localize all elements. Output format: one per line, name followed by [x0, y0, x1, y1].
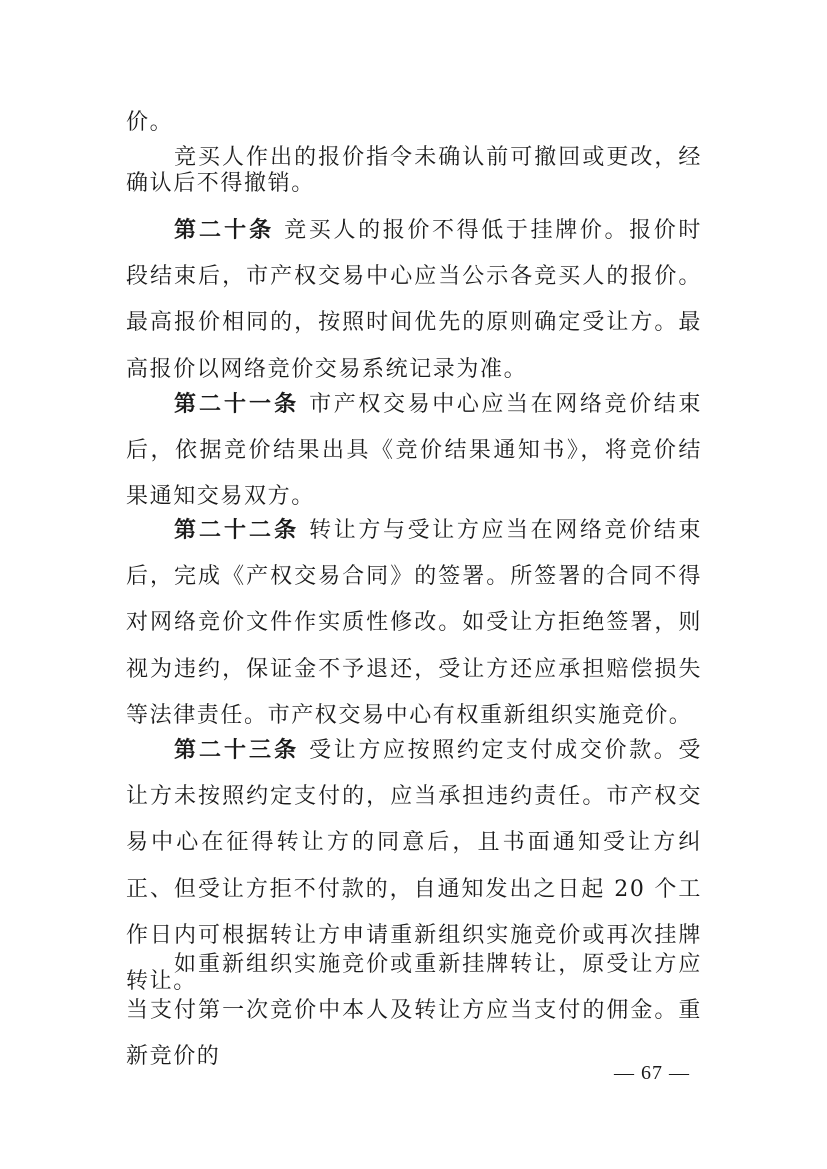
article-text: 竞买人的报价不得低于挂牌价。报价时段结束后，市产权交易中心应当公示各竞买人的报价。最高报价相同的，按照时间优先的原则确定受让方。最高报价以网络竞价交易系统记录为准。	[126, 218, 702, 382]
article-number: 第二十三条	[174, 738, 300, 763]
article-number: 第二十一条	[174, 392, 300, 417]
article-text: 转让方与受让方应当在网络竞价结束后，完成《产权交易合同》的签署。所签署的合同不得对网络竞价文件作实质性修改。如受让方拒绝签署，则视为违约，保证金不予退还，受让方还应承担赔偿损失等法律责任。市产权交易中心有权重新组织实施竞价。	[126, 518, 702, 728]
paragraph-continuation	[126, 106, 702, 139]
paragraph-bid-withdrawal	[126, 145, 702, 198]
paragraph-text: 如重新组织实施竞价或重新挂牌转让，原受让方应当支付第一次竞价中本人及转让方应当支付的佣金。重新竞价的	[126, 952, 702, 1070]
article-number: 第二十条	[174, 218, 275, 243]
article-22	[126, 508, 702, 739]
article-text: 市产权交易中心应当在网络竞价结束后，依据竞价结果出具《竞价结果通知书》，将竞价结果通知交易双方。	[126, 392, 702, 510]
paragraph-text: 价。	[126, 110, 174, 135]
article-number: 第二十二条	[174, 518, 300, 543]
paragraph-text: 竞买人作出的报价指令未确认前可撤回或更改，经确认后不得撤销。	[126, 145, 702, 197]
article-21	[126, 382, 702, 521]
article-20	[126, 208, 702, 393]
paragraph-resale	[126, 942, 702, 1081]
article-text: 受让方应按照约定支付成交价款。受让方未按照约定支付的，应当承担违约责任。市产权交易中心在征得转让方的同意后，且书面通知受让方纠正、但受让方拒不付款的，自通知发出之日起 20 个工作日内可根据转让方申请重新组织实施竞价或再次挂牌转让。	[126, 738, 702, 994]
page-number: — 67 —	[614, 1062, 690, 1084]
